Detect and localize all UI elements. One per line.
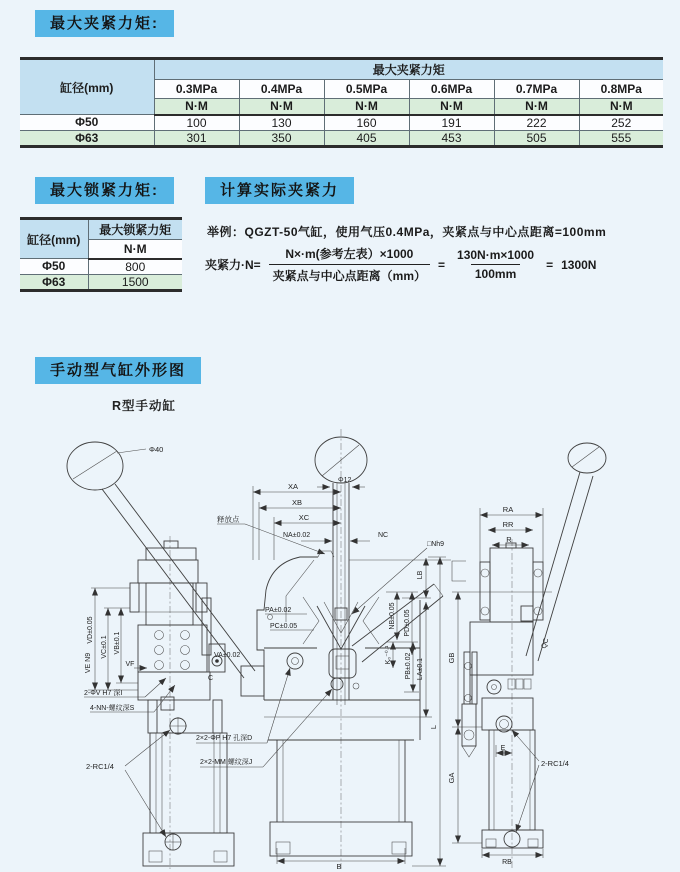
unit-cell: N·M <box>154 99 239 115</box>
dim-label-l: L <box>429 724 438 730</box>
equals-sign: = <box>438 257 446 272</box>
dim-label-ga: GA <box>447 772 456 784</box>
clamp-torque-table <box>20 57 663 148</box>
formula-fraction-2 <box>453 248 538 281</box>
bore-cell: Φ63 <box>20 274 88 290</box>
value-cell: 222 <box>494 115 579 131</box>
pressure-header: 0.7MPa <box>494 80 579 99</box>
fraction-numerator: 130N·m×1000 <box>457 248 535 262</box>
dim-label-phi40: Φ40 <box>149 445 164 454</box>
dim-label-nh9: □Nh9 <box>427 541 445 548</box>
unit-cell: N·M <box>324 99 409 115</box>
right-view-drawing <box>462 443 606 869</box>
value-cell: 252 <box>579 115 663 131</box>
unit-cell: N·M <box>579 99 663 115</box>
pressure-header: 0.8MPa <box>579 80 663 99</box>
dim-label-xc: XC <box>298 513 310 522</box>
span-header: 最大锁紧力矩 <box>88 219 182 240</box>
span-header: 最大夹紧力矩 <box>154 59 663 80</box>
dim-label-nc: NC <box>378 532 389 539</box>
formula-result: 1300N <box>561 257 597 272</box>
dim-label-va: VA±0.02 <box>214 652 241 659</box>
dim-label-c: C <box>208 675 214 682</box>
lock-torque-table <box>20 217 182 292</box>
bore-column-header: 缸径(mm) <box>20 219 88 259</box>
dim-label-na: NA±0.02 <box>283 532 311 539</box>
hole-note-2v: 2-ΦV H7 深I <box>84 690 123 697</box>
dim-label-r: R <box>506 535 512 544</box>
dim-label-ra: RA <box>502 505 514 514</box>
bore-cell: Φ63 <box>20 130 154 146</box>
bore-cell: Φ50 <box>20 259 88 275</box>
dim-label-lb: LB <box>417 570 424 580</box>
dim-label-pb: PB±0.02 <box>405 652 412 680</box>
fraction-denominator: 100mm <box>471 264 520 281</box>
hole-note-2x2p: 2×2-ΦP H7 孔深D <box>196 735 253 742</box>
table-row <box>20 130 663 146</box>
value-cell: 405 <box>324 130 409 146</box>
bore-cell: Φ50 <box>20 115 154 131</box>
dim-label-vc: VC±0.1 <box>101 635 108 659</box>
fraction-denominator: 夹紧点与中心点距离（mm） <box>269 264 430 284</box>
value-cell: 350 <box>239 130 324 146</box>
dim-label-k: K₀⁻⁰·¹ <box>385 645 392 665</box>
table-row <box>20 274 182 290</box>
dim-label-vb: VB±0.1 <box>114 631 121 655</box>
value-cell: 100 <box>154 115 239 131</box>
value-cell: 191 <box>409 115 494 131</box>
table-row <box>20 219 182 240</box>
equals-sign: = <box>546 257 554 272</box>
dim-label-pa: PA±0.02 <box>265 607 292 614</box>
formula-lhs: 夹紧力·N= <box>205 258 261 272</box>
dim-label-la: LA±0.1 <box>417 657 424 681</box>
unit-cell: N·M <box>409 99 494 115</box>
cylinder-outline-drawing <box>0 425 680 872</box>
pressure-header: 0.4MPa <box>239 80 324 99</box>
dim-label-b: B <box>336 862 342 871</box>
table-row <box>20 259 182 275</box>
value-cell: 160 <box>324 115 409 131</box>
fraction-numerator: N×·m(参考左表）×1000 <box>285 247 414 261</box>
formula-fraction-1 <box>269 245 430 284</box>
value-cell: 453 <box>409 130 494 146</box>
hole-note-2x2mm: 2×2-MM 螺纹深J <box>200 759 253 766</box>
pressure-header: 0.5MPa <box>324 80 409 99</box>
bore-column-header: 缸径(mm) <box>20 59 154 115</box>
value-cell: 130 <box>239 115 324 131</box>
dim-label-xb: XB <box>291 498 303 507</box>
value-cell: 301 <box>154 130 239 146</box>
pressure-header: 0.6MPa <box>409 80 494 99</box>
unit-cell: N·M <box>494 99 579 115</box>
dim-label-ve: VE N9 <box>85 652 92 674</box>
dim-label-e: E <box>500 745 506 752</box>
dim-label-gb: GB <box>447 652 456 664</box>
pressure-header: 0.3MPa <box>154 80 239 99</box>
clamp-force-formula <box>205 245 596 284</box>
table-row <box>20 115 663 131</box>
unit-cell: N·M <box>88 240 182 259</box>
release-point-label: 释放点 <box>217 515 240 524</box>
section-badge-outline-drawing: 手动型气缸外形图 <box>35 357 201 384</box>
dim-label-phi12: Φ12 <box>338 477 352 484</box>
value-cell: 555 <box>579 130 663 146</box>
dim-label-nb: NB±0.05 <box>389 602 396 630</box>
dim-label-vf: VF <box>125 661 135 668</box>
port-note-rc14: 2-RC1/4 <box>86 762 114 771</box>
port-note-rc14: 2-RC1/4 <box>541 759 569 768</box>
dim-label-qc: QC <box>540 637 551 650</box>
dim-label-vd: VD±0.05 <box>87 616 94 644</box>
section-badge-clamp-torque: 最大夹紧力矩: <box>35 10 174 37</box>
calc-example-text: 举例：QGZT-50气缸，使用气压0.4MPa，夹紧点与中心点距离=100mm <box>207 225 607 239</box>
value-cell: 800 <box>88 259 182 275</box>
value-cell: 1500 <box>88 274 182 290</box>
dim-label-xa: XA <box>287 482 299 491</box>
table-row <box>20 59 663 80</box>
section-badge-calc: 计算实际夹紧力 <box>205 177 354 204</box>
hole-note-4nn: 4-NN-螺纹深S <box>90 705 135 712</box>
dim-label-rb: RB <box>502 859 512 866</box>
unit-cell: N·M <box>239 99 324 115</box>
drawing-subtitle: R型手动缸 <box>112 399 177 413</box>
value-cell: 505 <box>494 130 579 146</box>
dim-label-pc: PC±0.05 <box>270 623 298 630</box>
dim-label-pd: PD±0.05 <box>404 609 411 637</box>
left-view-drawing <box>67 442 255 869</box>
dim-label-rr: RR <box>502 520 514 529</box>
section-badge-lock-torque: 最大锁紧力矩: <box>35 177 174 204</box>
